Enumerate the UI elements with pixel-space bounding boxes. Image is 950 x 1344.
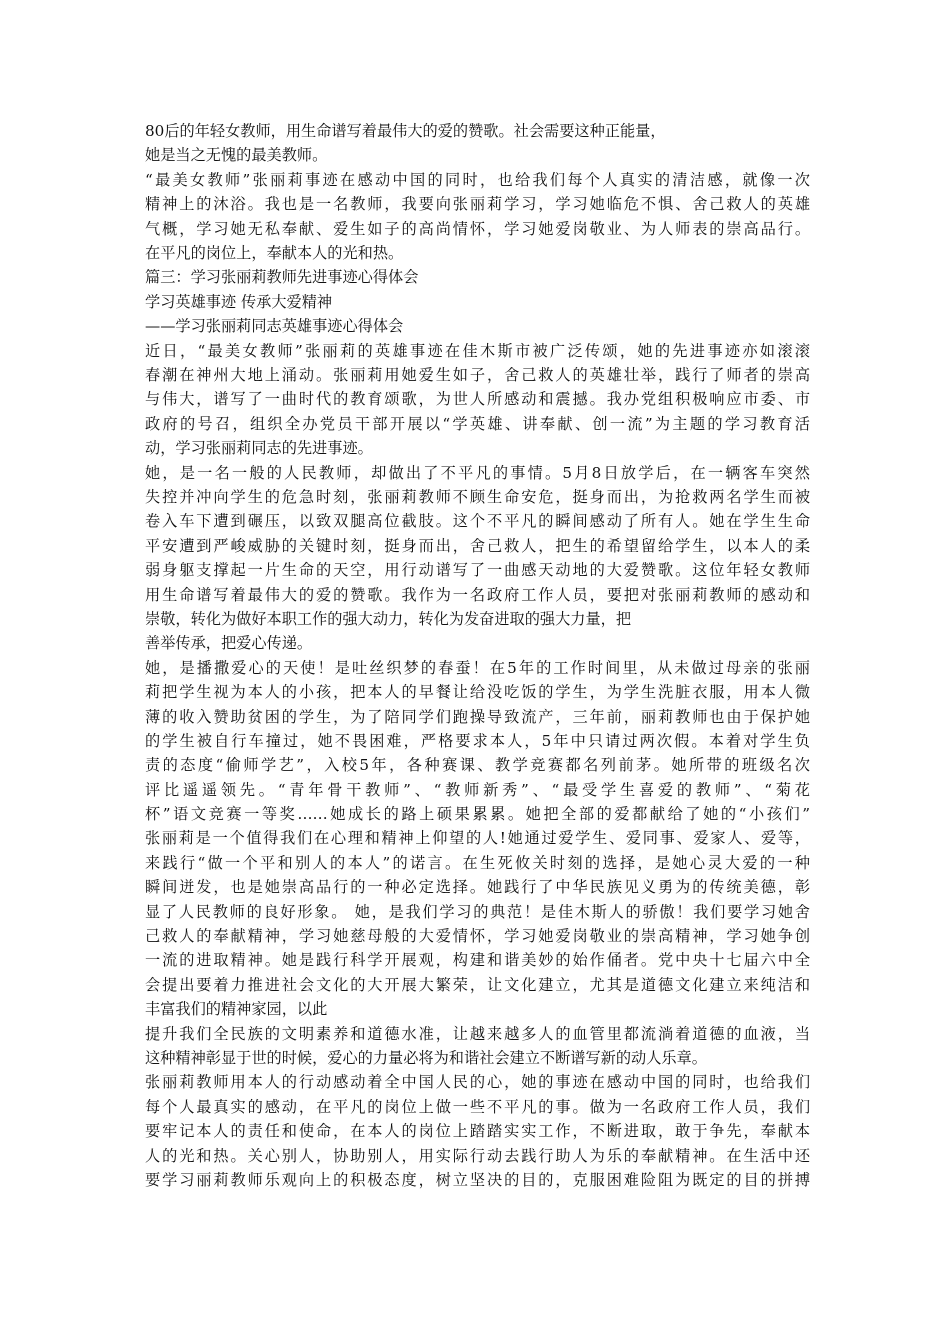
text-line: 杯”语文竞赛一等奖……她成长的路上硕果累累。她把全部的爱都献给了她的“小孩们” — [145, 805, 810, 824]
text-line: 篇三：学习张丽莉教师先进事迹心得体会 — [145, 268, 419, 287]
text-line: 的学生被自行车撞过，她不畏困难，严格要求本人，5年中只请过两次假。本着对学生负 — [145, 731, 810, 750]
text-line: 丰富我们的精神家园，以此 — [145, 1000, 328, 1019]
text-line: 评比遥遥领先。“青年骨干教师”、“教师新秀”、“最受学生喜爱的教师”、“菊花 — [145, 780, 810, 799]
text-line: 崇敬，转化为做好本职工作的强大动力，转化为发奋进取的强大力量，把 — [145, 609, 631, 628]
text-line: 责的态度“偷师学艺”，入校5年，各种赛课、教学竞赛都名列前茅。她所带的班级名次 — [145, 756, 810, 775]
text-line: 气概，学习她无私奉献、爱生如子的高尚情怀，学习她爱岗敬业、为人师表的崇高品行。 — [145, 219, 810, 238]
text-line: ——学习张丽莉同志英雄事迹心得体会 — [145, 317, 404, 336]
text-line: 张丽莉教师用本人的行动感动着全中国人民的心，她的事迹在感动中国的同时，也给我们 — [145, 1073, 810, 1092]
text-line: 80后的年轻女教师，用生命谱写着最伟大的爱的赞歌。社会需要这种正能量， — [145, 122, 666, 140]
text-line: 学习英雄事迹 传承大爱精神 — [145, 292, 333, 311]
text-line: 用生命谱写着最伟大的爱的赞歌。我作为一名政府工作人员，要把对张丽莉教师的感动和 — [145, 585, 810, 604]
text-line: 一流的进取精神。她是践行科学开展观，构建和谐美妙的始作俑者。党中央十七届六中全 — [145, 951, 810, 970]
text-line: 失控并冲向学生的危急时刻，张丽莉教师不顾生命安危，挺身而出，为抢救两名学生而被 — [145, 487, 810, 506]
text-line: 卷入车下遭到碾压，以致双腿高位截肢。这个不平凡的瞬间感动了所有人。她在学生生命 — [145, 512, 810, 531]
text-line: 平安遭到严峻威胁的关键时刻，挺身而出，舍己救人，把生的希望留给学生，以本人的柔 — [145, 536, 810, 555]
text-line: 显了人民教师的良好形象。 她，是我们学习的典范！是佳木斯人的骄傲！我们要学习她舍 — [145, 902, 810, 921]
text-line: 来践行“做一个平和别人的本人”的诺言。在生死攸关时刻的选择，是她心灵大爱的一种 — [145, 853, 810, 872]
text-line: 春潮在神州大地上涌动。张丽莉用她爱生如子，舍己救人的英雄壮举，践行了师者的崇高 — [145, 366, 810, 384]
text-line: 要牢记本人的责任和使命，在本人的岗位上踏踏实实工作，不断进取，敢于争先，奉献本 — [145, 1122, 810, 1141]
text-line: 每个人最真实的感动，在平凡的岗位上做一些不平凡的事。做为一名政府工作人员，我们 — [145, 1097, 810, 1116]
text-line: 薄的收入赞助贫困的学生，为了陪同学们跑操导致流产，三年前，丽莉教师也由于保护她 — [145, 707, 810, 726]
text-line: 己救人的奉献精神，学习她慈母般的大爱情怀，学习她爱岗敬业的崇高精神，学习她争创 — [145, 927, 810, 946]
text-line: 她，是播撒爱心的天使！是吐丝织梦的春蚕！在5年的工作时间里，从未做过母亲的张丽 — [145, 658, 810, 677]
text-line: “最美女教师”张丽莉事迹在感动中国的同时，也给我们每个人真实的清洁感，就像一次 — [145, 170, 810, 189]
text-line: 这种精神彰显于世的时候，爱心的力量必将为和谐社会建立不断谱写新的动人乐章。 — [145, 1049, 707, 1067]
text-line: 动，学习张丽莉同志的先进事迹。 — [145, 439, 373, 458]
text-line: 会提出要着力推进社会文化的大开展大繁荣，让文化建立，尤其是道德文化建立来纯洁和 — [145, 975, 810, 994]
text-line: 要学习丽莉教师乐观向上的积极态度，树立坚决的目的，克服困难险阻为既定的目的拼搏 — [145, 1170, 810, 1189]
text-line: 瞬间迸发，也是她崇高品行的一种必定选择。她践行了中华民族见义勇为的传统美德，彰 — [145, 878, 810, 897]
text-line: 政府的号召，组织全办党员干部开展以“学英雄、讲奉献、创一流”为主题的学习教育活 — [145, 414, 810, 433]
text-line: 张丽莉是一个值得我们在心理和精神上仰望的人!她通过爱学生、爱同事、爱家人、爱等， — [145, 829, 810, 848]
text-line: 人的光和热。关心别人，协助别人，用实际行动去践行助人为乐的奉献精神。在生活中还 — [145, 1146, 810, 1165]
text-line: 提升我们全民族的文明素养和道德水准，让越来越多人的血管里都流淌着道德的血液，当 — [145, 1024, 810, 1043]
text-line: 在平凡的岗位上，奉献本人的光和热。 — [145, 243, 404, 262]
text-line: 善举传承，把爱心传递。 — [145, 634, 313, 653]
text-line: 她，是一名一般的人民教师，却做出了不平凡的事情。5月8日放学后，在一辆客车突然 — [145, 463, 810, 482]
text-line: 她是当之无愧的最美教师。 — [145, 146, 328, 165]
text-line: 近日，“最美女教师”张丽莉的英雄事迹在佳木斯市被广泛传颂，她的先进事迹亦如滚滚 — [145, 341, 810, 360]
document-page — [145, 119, 810, 1192]
text-line: 精神上的沐浴。我也是一名教师，我要向张丽莉学习，学习她临危不惧、舍己救人的英雄 — [145, 195, 810, 214]
text-line: 弱身躯支撑起一片生命的天空，用行动谱写了一曲感天动地的大爱赞歌。这位年轻女教师 — [145, 561, 810, 580]
text-line: 莉把学生视为本人的小孩，把本人的早餐让给没吃饭的学生，为学生洗脏衣服，用本人微 — [145, 683, 810, 702]
text-line: 与伟大，谱写了一曲时代的教育颂歌，为世人所感动和震撼。我办党组积极响应市委、市 — [145, 390, 810, 409]
